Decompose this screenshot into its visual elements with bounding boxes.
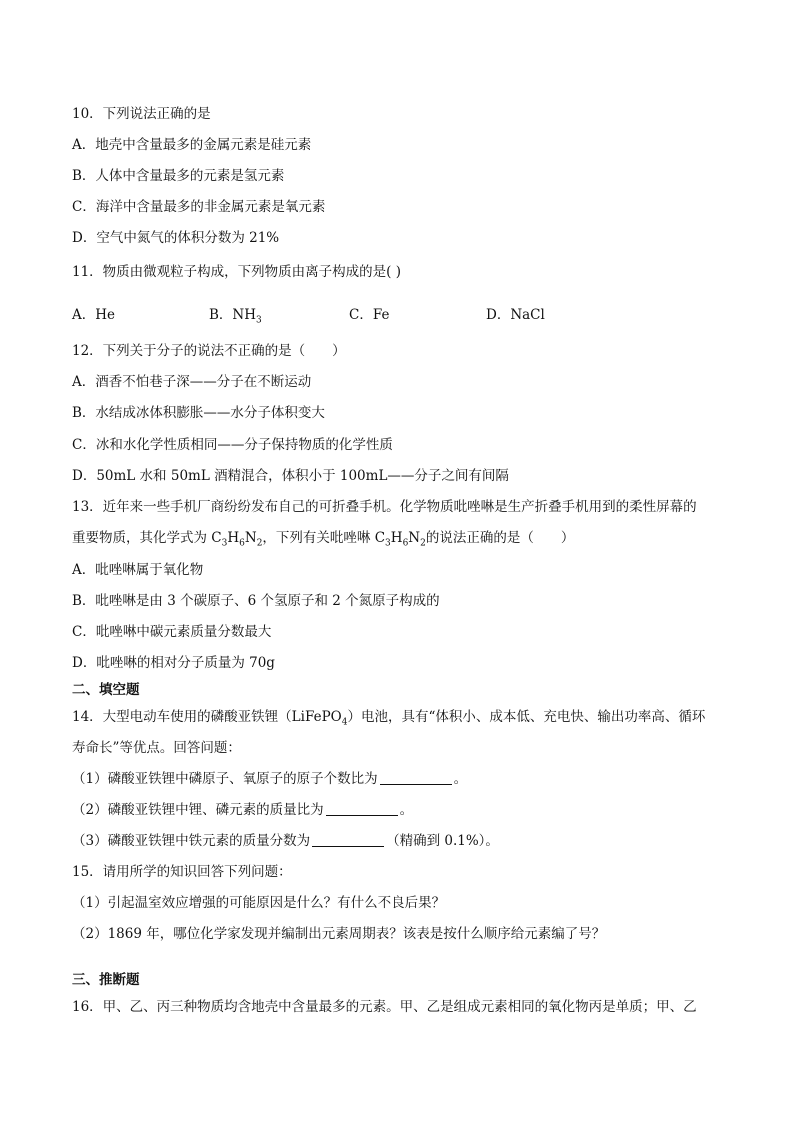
q13-stem-line1: 13．近年来一些手机厂商纷纷发布自己的可折叠手机。化学物质吡唑啉是生产折叠手机用到的柔性屏幕的 bbox=[72, 499, 697, 515]
q10-option-a: A．地壳中含量最多的金属元素是硅元素 bbox=[72, 137, 312, 153]
q12-option-a: A．酒香不怕巷子深——分子在不断运动 bbox=[72, 374, 312, 390]
q13-option-c: C．吡唑啉中碳元素质量分数最大 bbox=[72, 624, 272, 640]
q11-option-b: B．$NH_3$ bbox=[209, 307, 262, 326]
q11-option-c: C．Fe bbox=[349, 307, 390, 323]
q13-stem-line2: 重要物质，其化学式为 $C_3H_6N_2$，下列有关吡唑啉 $C_3H_6N_2$的说法正确的是（ ） bbox=[72, 530, 575, 549]
q12-option-d: D．50mL 水和 50mL 酒精混合，体积小于 100mL——分子之间有间隔 bbox=[72, 468, 509, 484]
q14-part-1: （1）磷酸亚铁锂中磷原子、氧原子的原子个数比为 。 bbox=[72, 771, 468, 787]
q12-option-c: C．冰和水化学性质相同——分子保持物质的化学性质 bbox=[72, 437, 393, 453]
q16-stem: 16．甲、乙、丙三种物质均含地壳中含量最多的元素。甲、乙是组成元素相同的氧化物丙是单质；甲、乙 bbox=[72, 999, 697, 1015]
q11-option-a: A．He bbox=[72, 307, 116, 323]
q10-stem: 10．下列说法正确的是 bbox=[72, 106, 211, 122]
section-heading-fill-in: 二、填空题 bbox=[72, 682, 140, 698]
answer-blank[interactable] bbox=[312, 832, 384, 847]
answer-blank[interactable] bbox=[326, 801, 398, 816]
q12-stem: 12．下列关于分子的说法不正确的是（ ） bbox=[72, 343, 346, 359]
section-heading-inference: 三、推断题 bbox=[72, 972, 140, 988]
q14-part-3: （3）磷酸亚铁锂中铁元素的质量分数为 （精确到 0.1%）。 bbox=[72, 833, 499, 849]
q12-option-b: B．水结成冰体积膨胀——水分子体积变大 bbox=[72, 405, 325, 421]
q10-option-b: B．人体中含量最多的元素是氢元素 bbox=[72, 168, 285, 184]
q15-part-2: （2）1869 年，哪位化学家发现并编制出元素周期表？该表是按什么顺序给元素编了号？ bbox=[72, 926, 606, 942]
q15-stem: 15．请用所学的知识回答下列问题： bbox=[72, 864, 292, 880]
q15-part-1: （1）引起温室效应增强的可能原因是什么？有什么不良后果？ bbox=[72, 895, 446, 911]
q14-stem-line2: 寿命长”等优点。回答问题： bbox=[72, 740, 241, 756]
q10-option-c: C．海洋中含量最多的非金属元素是氧元素 bbox=[72, 199, 326, 215]
q10-option-d: D．空气中氮气的体积分数为 21% bbox=[72, 230, 280, 246]
q11-option-d: D．NaCl bbox=[486, 307, 545, 323]
q14-part-2: （2）磷酸亚铁锂中锂、磷元素的质量比为 。 bbox=[72, 802, 414, 818]
answer-blank[interactable] bbox=[380, 770, 452, 785]
q13-option-b: B．吡唑啉是由 3 个碳原子、6 个氢原子和 2 个氮原子构成的 bbox=[72, 593, 440, 609]
q11-stem: 11．物质由微观粒子构成，下列物质由离子构成的是( ) bbox=[72, 264, 402, 280]
q13-option-a: A．吡唑啉属于氧化物 bbox=[72, 562, 204, 578]
q14-stem-line1: 14．大型电动车使用的磷酸亚铁锂（LiFePO$_4$）电池，具有“体积小、成本低、充电快、输出功率高、循环 bbox=[72, 709, 706, 728]
q13-option-d: D．吡唑啉的相对分子质量为 70g bbox=[72, 655, 275, 671]
